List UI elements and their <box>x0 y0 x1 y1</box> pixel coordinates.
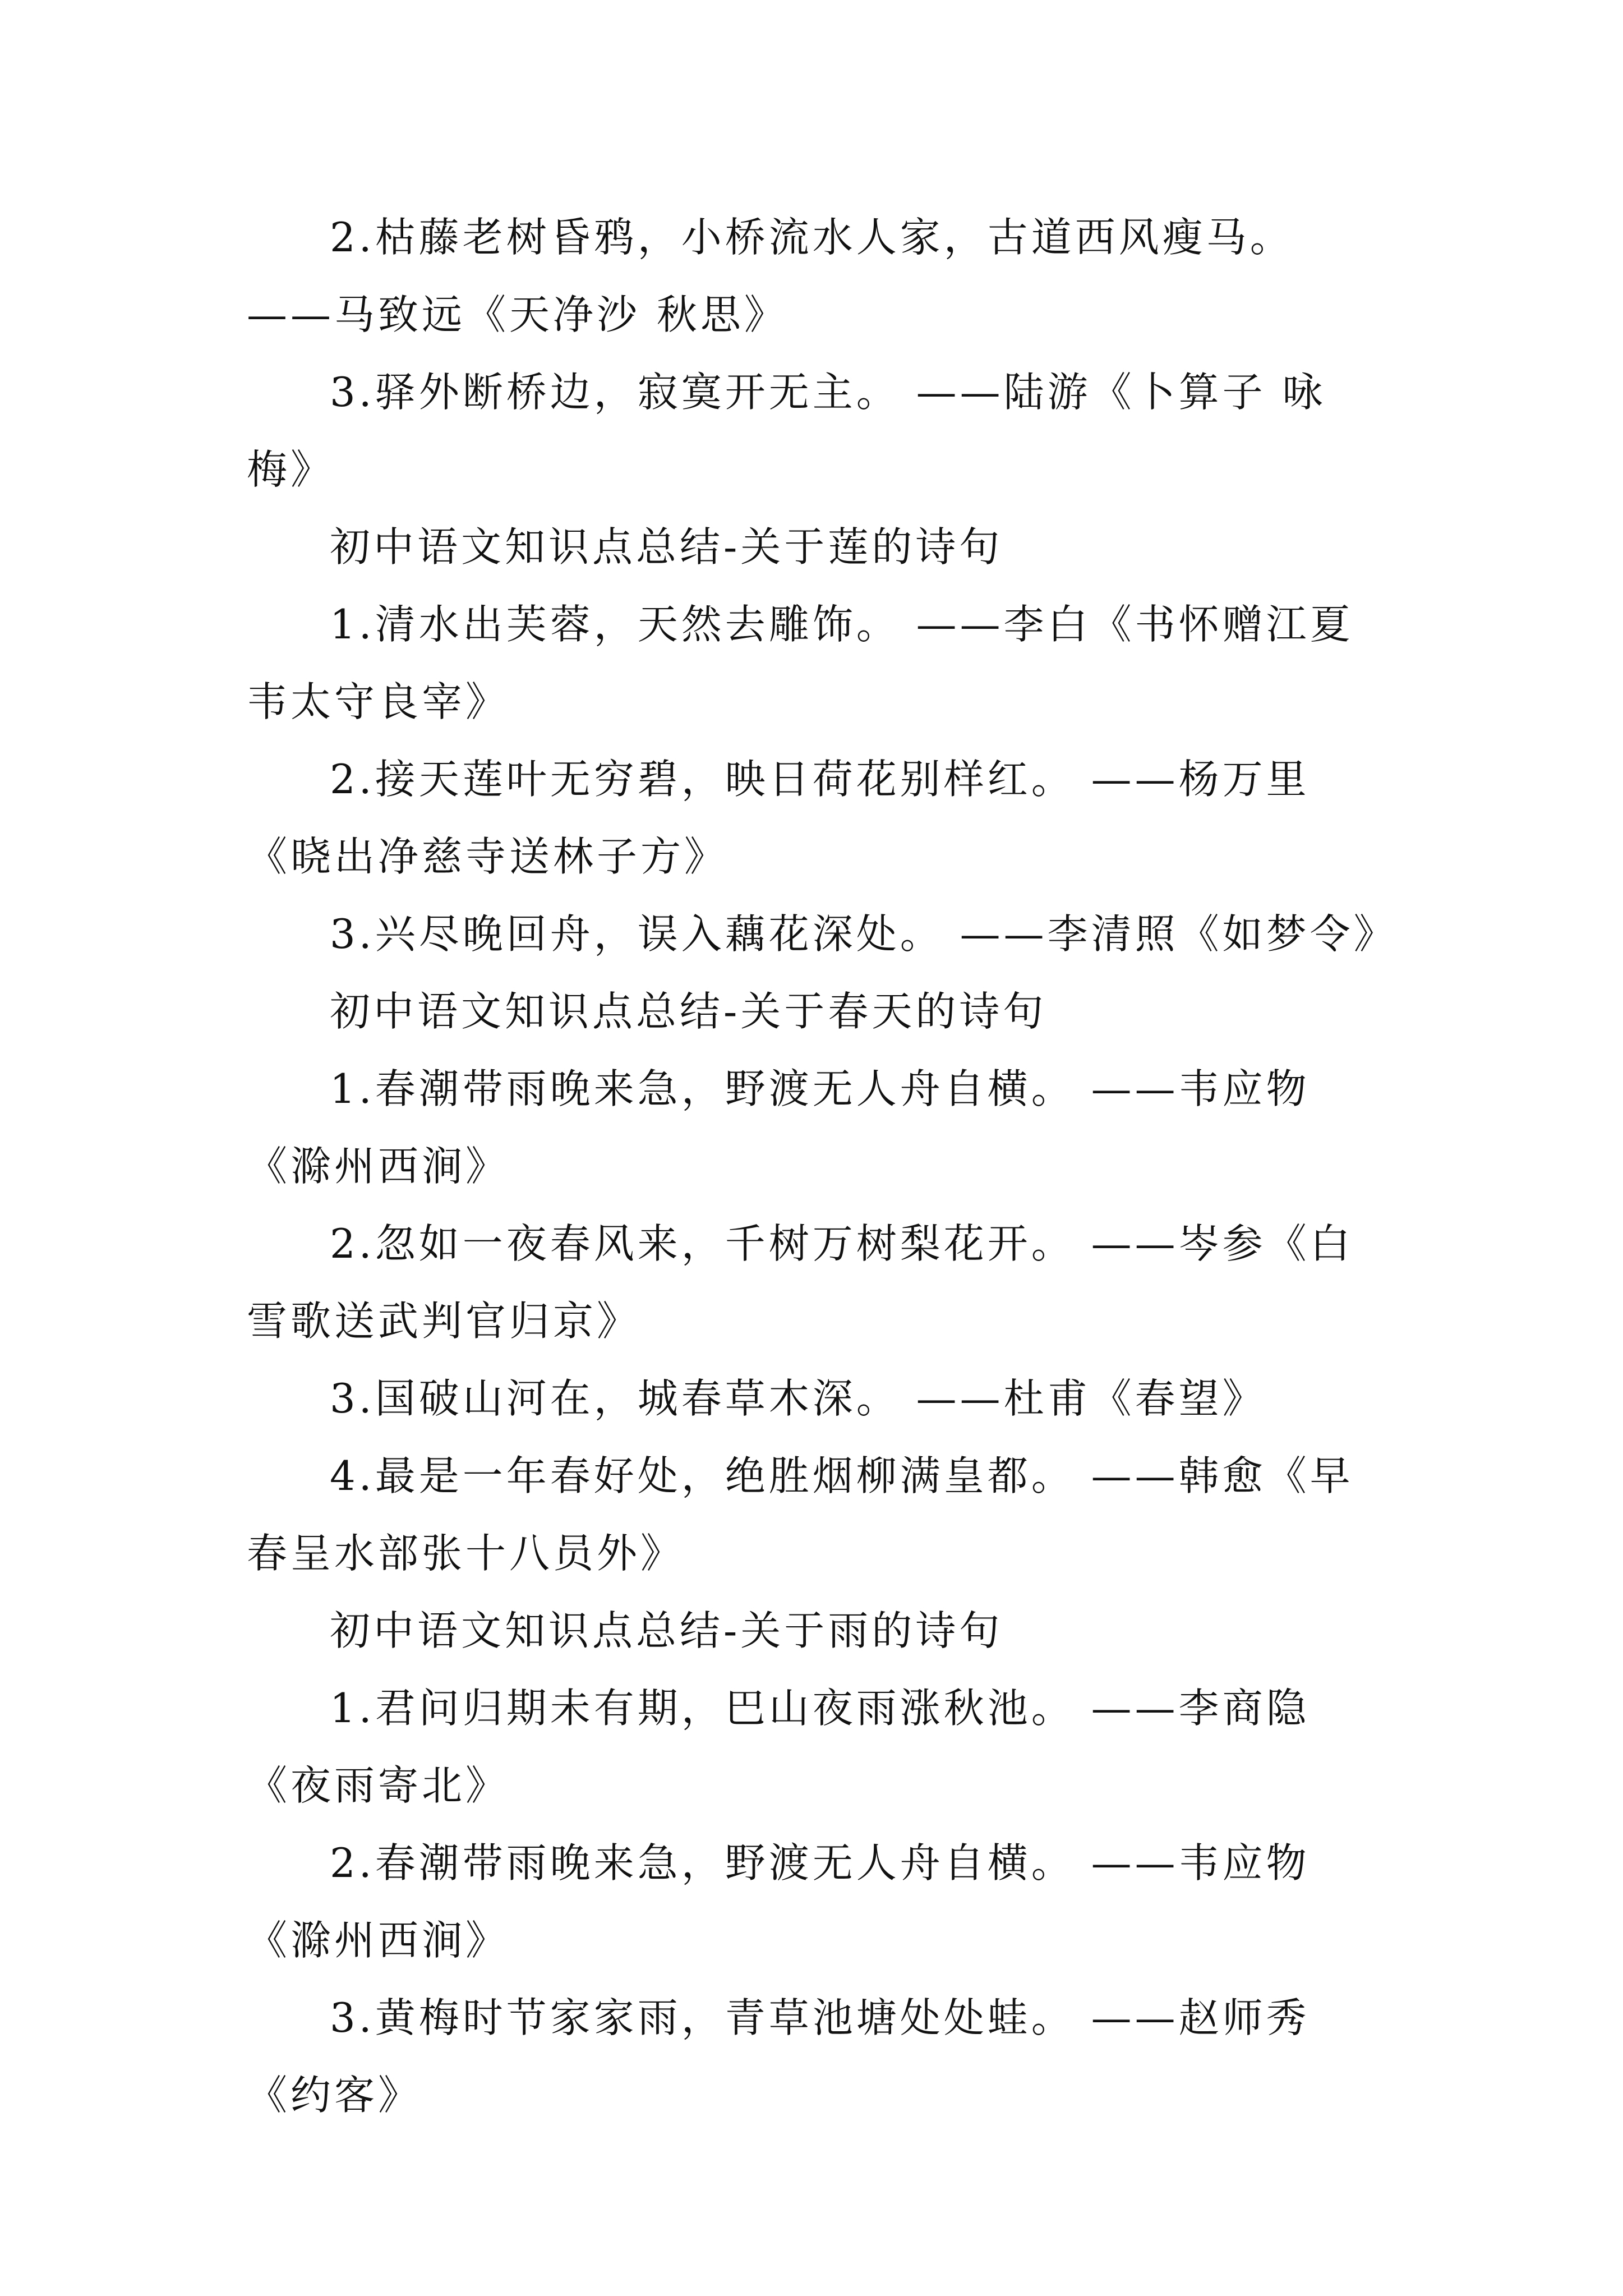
poem-line: 3.兴尽晚回舟，误入藕花深处。 ——李清照《如梦令》 <box>330 910 1398 958</box>
poem-line: 3.黄梅时节家家雨，青草池塘处处蛙。 ——赵师秀《约客》 <box>247 1994 1310 2119</box>
section-heading: 初中语文知识点总结-关于雨的诗句 <box>330 1607 1003 1654</box>
poem-line: 4.最是一年春好处，绝胜烟柳满皇都。 ——韩愈《早春呈水部张十八员外》 <box>247 1452 1354 1577</box>
poem-line: 3.国破山河在，城春草木深。 ——杜甫《春望》 <box>330 1375 1266 1422</box>
poem-line: 2.接天莲叶无穷碧，映日荷花别样红。 ——杨万里《晓出净慈寺送林子方》 <box>247 756 1310 880</box>
document-body <box>247 199 1398 2134</box>
poem-line: 2.枯藤老树昏鸦，小桥流水人家，古道西风瘦马。 ——马致远《天净沙 秋思》 <box>247 214 1294 338</box>
poem-line: 1.君问归期未有期，巴山夜雨涨秋池。 ——李商隐《夜雨寄北》 <box>247 1685 1310 1809</box>
poem-line: 1.清水出芙蓉，天然去雕饰。 ——李白《书怀赠江夏韦太守良宰》 <box>247 601 1354 725</box>
section-heading: 初中语文知识点总结-关于春天的诗句 <box>330 988 1047 1035</box>
poem-line: 2.忽如一夜春风来，千树万树梨花开。 ——岑参《白雪歌送武判官归京》 <box>247 1220 1354 1345</box>
poem-line: 1.春潮带雨晚来急，野渡无人舟自横。 ——韦应物《滁州西涧》 <box>247 1065 1310 1190</box>
poem-line: 2.春潮带雨晚来急，野渡无人舟自横。 ——韦应物《滁州西涧》 <box>247 1839 1310 1964</box>
poem-line: 3.驿外断桥边，寂寞开无主。 ——陆游《卜算子 咏梅》 <box>247 369 1326 493</box>
section-heading: 初中语文知识点总结-关于莲的诗句 <box>330 523 1003 570</box>
